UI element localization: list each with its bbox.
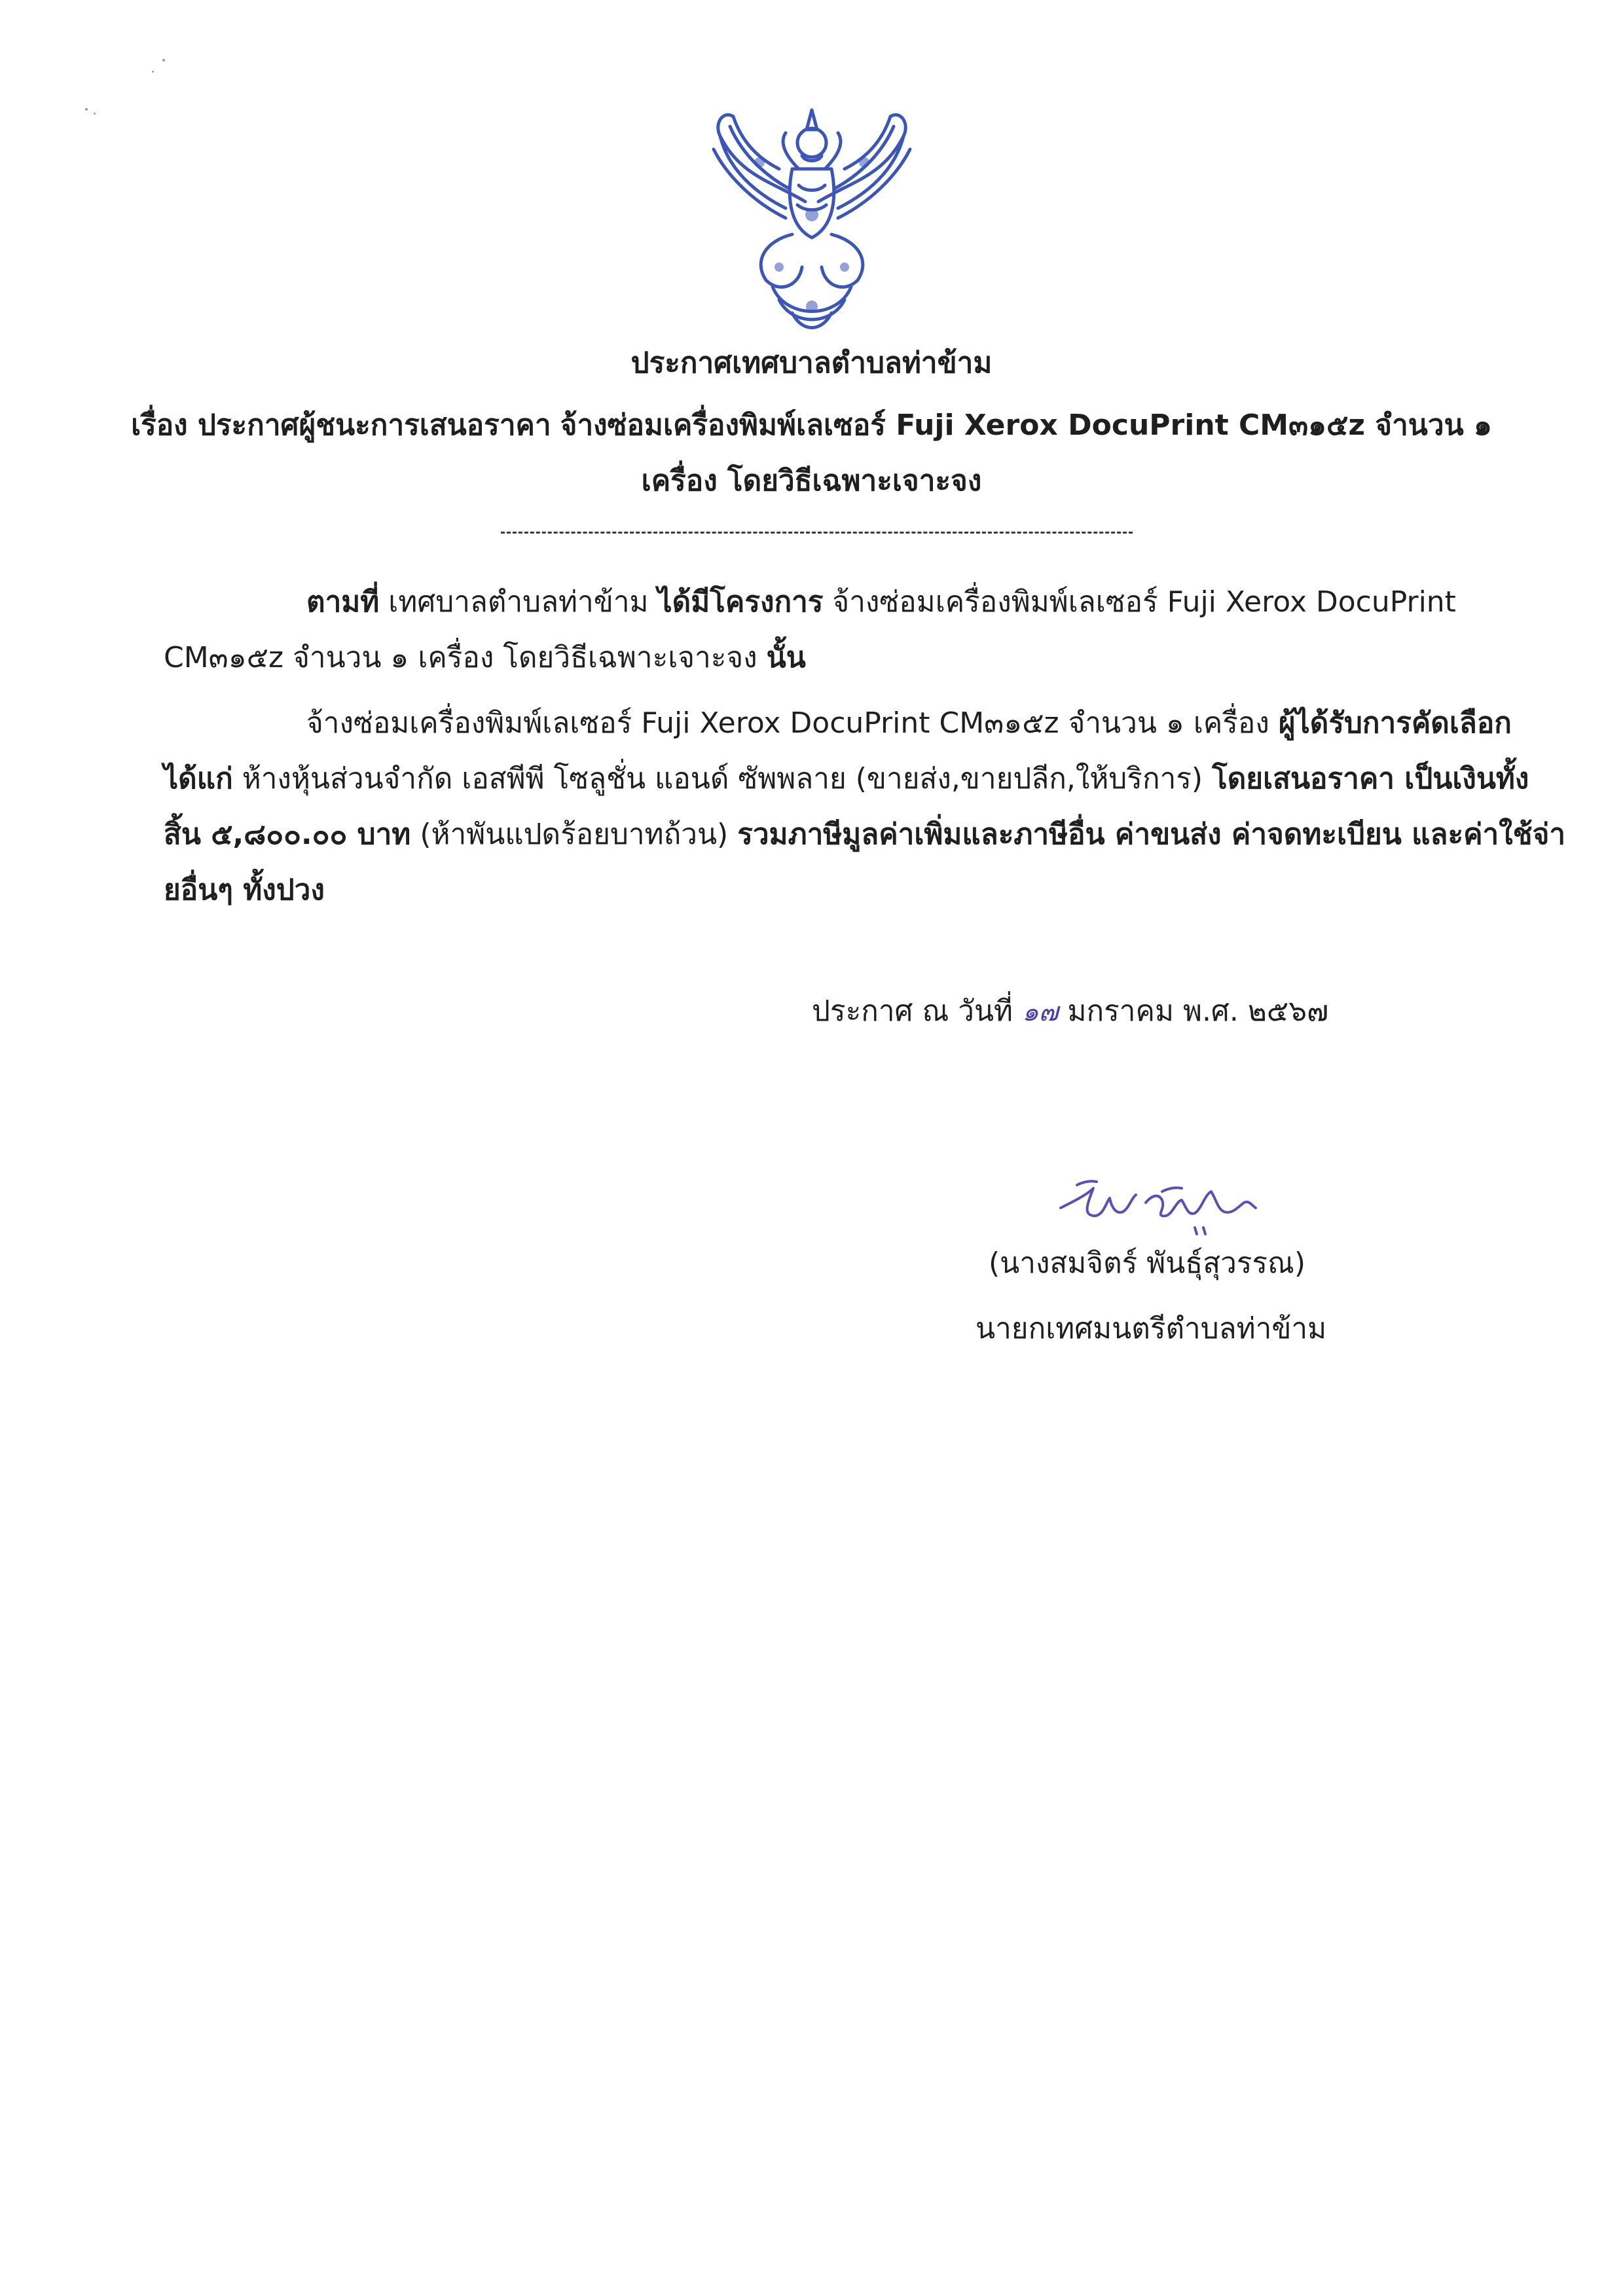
signatory-position: นายกเทศมนตรีตำบลท่าข้าม [976, 1312, 1327, 1345]
p2-l3-bold: สิ้น ๕,๘๐๐.๐๐ บาท [164, 818, 411, 851]
p1-text-2: จ้างซ่อมเครื่องพิมพ์เลเซอร์ Fuji Xerox DocuPrint [832, 585, 1456, 619]
scan-speck [85, 108, 88, 111]
date-month-year: มกราคม พ.ศ. ๒๕๖๗ [1067, 994, 1329, 1028]
paragraph-2-line-2 [164, 759, 1529, 799]
p1-text-1: เทศบาลตำบลท่าข้าม [388, 585, 649, 619]
p2-l2-bold-1: ได้แก่ [164, 762, 233, 795]
p2-l3-bold-2: รวมภาษีมูลค่าเพิ่มและภาษีอื่น ค่าขนส่ง ค่าจดทะเบียน และค่าใช้จ่า [737, 818, 1566, 851]
p1-bold-1: ตามที่ [306, 585, 380, 619]
paragraph-2-line-4: ยอื่นๆ ทั้งปวง [164, 873, 325, 907]
scan-speck [94, 113, 96, 115]
handwritten-signature-icon [1048, 1169, 1264, 1241]
p1-l2-text: CM๓๑๕z จำนวน ๑ เครื่อง โดยวิธีเฉพาะเจาะจง [164, 641, 757, 674]
announcement-date [812, 992, 1328, 1032]
p2-l3-text: (ห้าพันแปดร้อยบาทถ้วน) [420, 818, 729, 851]
scan-speck [152, 71, 154, 73]
subject-prefix: เรื่อง ประกาศผู้ชนะการเสนอราคา [131, 409, 551, 442]
paragraph-2-line-1 [306, 704, 1512, 743]
separator-dashes [501, 532, 1133, 534]
date-day: ๑๗ [1022, 997, 1059, 1027]
p2-l1-text: จ้างซ่อมเครื่องพิมพ์เลเซอร์ Fuji Xerox DocuPrint CM๓๑๕z จำนวน ๑ เครื่อง [306, 706, 1269, 740]
p2-l2-text: ห้างหุ้นส่วนจำกัด เอสพีพี โซลูชั่น แอนด์ ซัพพลาย (ขายส่ง,ขายปลีก,ให้บริการ) [242, 762, 1203, 795]
scan-speck [162, 59, 165, 62]
subject-line [0, 406, 1623, 445]
p1-bold-2: ได้มีโครงการ [657, 585, 824, 619]
p2-l2-bold-2: โดยเสนอราคา เป็นเงินทั้ง [1212, 762, 1529, 795]
paragraph-1-line-1 [306, 583, 1456, 622]
date-prefix: ประกาศ ณ วันที่ [812, 994, 1013, 1028]
subject-text: จ้างซ่อมเครื่องพิมพ์เลเซอร์ Fuji Xerox DocuPrint CM๓๑๕z จำนวน ๑ [560, 409, 1492, 442]
subject-line-2: เครื่อง โดยวิธีเฉพาะเจาะจง [641, 464, 982, 498]
signatory-name: (นางสมจิตร์ พันธุ์สุวรรณ) [989, 1247, 1306, 1280]
paragraph-1-line-2 [164, 638, 806, 678]
agency-title: ประกาศเทศบาลตำบลท่าข้าม [630, 346, 993, 380]
paragraph-2-line-3 [164, 815, 1565, 854]
p2-l1-bold: ผู้ได้รับการคัดเลือก [1278, 706, 1512, 740]
p1-l2-bold: นั้น [766, 641, 806, 674]
garuda-emblem-icon [694, 97, 930, 339]
